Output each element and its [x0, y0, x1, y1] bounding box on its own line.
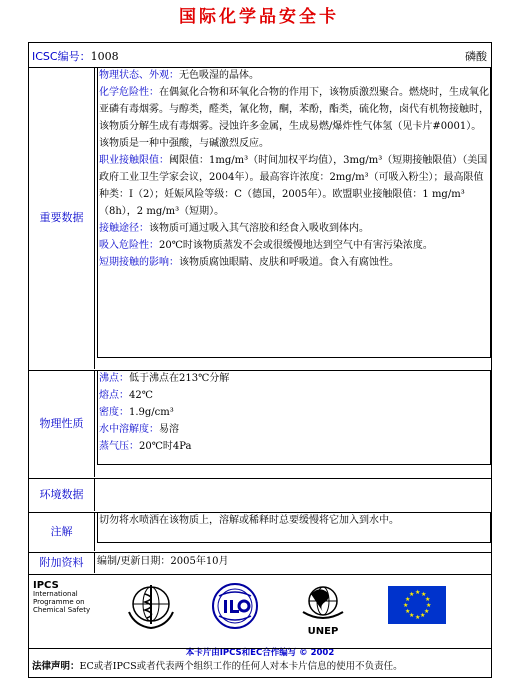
additional-info-label: 附加资料 — [29, 552, 95, 573]
unep-emblem-icon — [297, 582, 349, 626]
environment-data-section — [29, 478, 491, 513]
environment-data-content — [95, 478, 491, 511]
physical-state-entry: 物理状态、外观：无色吸湿的晶体。 — [99, 70, 259, 81]
card-header — [29, 43, 491, 68]
svg-text:★: ★ — [409, 612, 415, 619]
safety-card — [28, 42, 492, 678]
icsc-label: ICSC编号： — [32, 50, 91, 63]
ipcs-logo: IPCS International Programme on Chemical Safety — [33, 580, 91, 614]
svg-text:★: ★ — [409, 591, 415, 598]
icsc-number: 1008 — [90, 50, 119, 63]
svg-text:★: ★ — [421, 591, 427, 598]
inhalation-risk-entry: 吸入危险性：20℃时该物质蒸发不会或很缓慢地达到空气中有害污染浓度。 — [99, 240, 433, 251]
unep-label: UNEP — [307, 626, 339, 637]
short-term-effects-entry: 短期接触的影响：该物质腐蚀眼睛、皮肤和呼吸道。食入有腐蚀性。 — [99, 257, 399, 268]
card-title: 国际化学品安全卡 — [179, 7, 339, 27]
notes-section — [29, 512, 491, 553]
vapor-pressure-entry: 蒸气压：20℃时4Pa — [99, 441, 192, 452]
eu-flag-icon — [388, 586, 446, 624]
svg-text:★: ★ — [426, 602, 432, 609]
ilo-emblem-icon — [209, 580, 261, 632]
legal-notice — [29, 648, 491, 677]
notes-label: 注解 — [29, 512, 95, 551]
additional-info-content: 编制/更新日期：2005年10月 — [97, 556, 229, 567]
legal-key: 法律声明： — [32, 661, 80, 672]
who-emblem-icon — [125, 582, 177, 630]
svg-text:★: ★ — [424, 608, 430, 615]
chemical-hazard-entry: 化学危险性：在偶氮化合物和环氧化合物的作用下，该物质激烈聚合。燃烧时，生成氧化亚磷有毒烟雾。与醇类，醛类，氰化物，酮，苯酚，酯类，硫化物，卤代有机物接触时，该物质分解生成有毒烟雾。浸蚀许多金属，生成易燃/爆炸性气体氢（见卡片#0001）。该物质是一种中强酸，与碱激烈反应。 — [99, 87, 489, 149]
boiling-point-entry: 沸点：低于沸点在213℃分解 — [99, 373, 230, 384]
physical-properties-label: 物理性质 — [29, 370, 95, 477]
credit-line: 本卡片由IPCS和EC合作编写 © 2002 — [185, 648, 335, 658]
environment-data-label: 环境数据 — [29, 478, 95, 511]
logos-band — [29, 574, 491, 658]
density-entry: 密度：1.9g/cm³ — [99, 407, 174, 418]
solubility-entry: 水中溶解度：易溶 — [99, 424, 179, 435]
svg-text:★: ★ — [405, 596, 411, 603]
important-data-content — [95, 67, 491, 369]
svg-text:★: ★ — [425, 596, 431, 603]
svg-text:★: ★ — [403, 602, 409, 609]
notes-content: 切勿将水喷洒在该物质上，溶解或稀释时总要缓慢将它加入到水中。 — [95, 512, 491, 551]
physical-properties-section — [29, 370, 491, 479]
svg-text:★: ★ — [405, 608, 411, 615]
exposure-limits-entry: 职业接触限值：阈限值：1mg/m³（时间加权平均值），3mg/m³（短期接触限值）（美国政府工业卫生学家会议，2004年）。最高容许浓度：2mg/m³（可吸入粉尘）；最高限值种类：I（2）；妊娠风险等级：C（德国，2005年）。欧盟职业接触限值：1 mg/m³（8h），2 mg/m³（短期）。 — [99, 155, 488, 217]
svg-text:★: ★ — [415, 614, 421, 621]
svg-text:★: ★ — [420, 612, 426, 619]
melting-point-entry: 熔点：42℃ — [99, 390, 153, 401]
important-data-section — [29, 67, 491, 371]
additional-info-section — [29, 552, 491, 575]
exposure-routes-entry: 接触途径：该物质可通过吸入其气溶胶和经食入吸收到体内。 — [99, 223, 369, 234]
svg-text:★: ★ — [415, 589, 421, 596]
important-data-label: 重要数据 — [29, 67, 95, 369]
physical-properties-content — [95, 370, 491, 477]
legal-text: EC或者IPCS或者代表两个组织工作的任何人对本卡片信息的使用不负责任。 — [79, 661, 403, 672]
ipcs-title: IPCS — [33, 580, 59, 591]
substance-name: 磷酸 — [465, 50, 487, 63]
